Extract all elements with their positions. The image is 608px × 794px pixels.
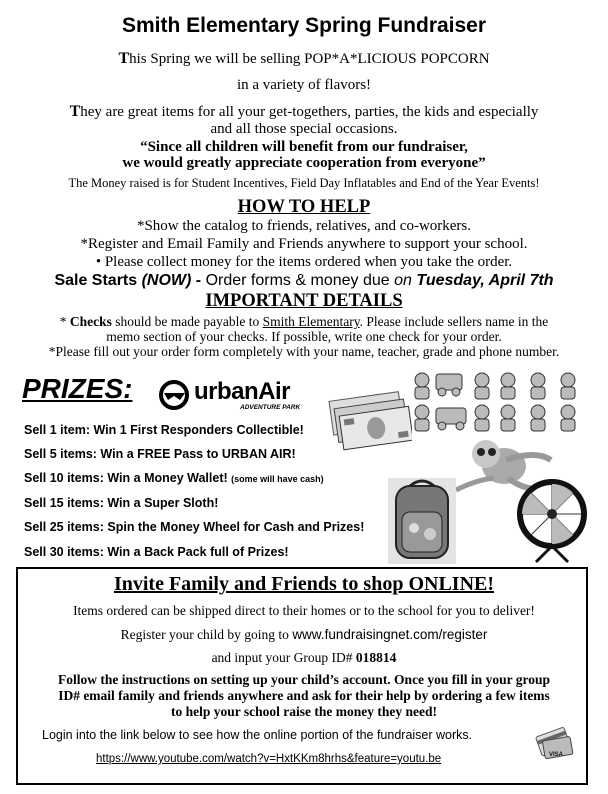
prizes-heading: PRIZES: [22,373,133,404]
page-title: Smith Elementary Spring Fundraiser [121,14,487,37]
prize-item: Sell 1 item: Win 1 First Responders Collectible! [24,423,304,437]
urban-air-logo [158,378,308,412]
register-link[interactable]: www.fundraisingnet.com/register [292,627,488,642]
quote-line-2: we would greatly appreciate cooperation from everyone” [122,155,486,171]
sale-line: Sale Starts (NOW) - Order forms & money due on Tuesday, April 7th [54,272,554,289]
prize-item: Sell 25 items: Spin the Money Wheel for Cash and Prizes! [24,520,365,534]
intro-line-2: in a variety of flavors! [236,77,372,93]
backpack-image [388,478,456,564]
collectibles-image [410,370,580,434]
urban-air-logo-icon [158,380,192,410]
important-heading: IMPORTANT DETAILS [205,291,403,311]
quote-line-1: “Since all children will benefit from our fundraiser, [140,139,468,155]
online-line-2: Register your child by going to www.fundraisingnet.com/register [120,627,488,642]
online-line-1: Items ordered can be shipped direct to their homes or to the school for you to deliver! [73,603,535,618]
prize-item: Sell 30 items: Win a Back Pack full of Prizes! [24,545,289,559]
intro-line-4: and all those special occasions. [210,121,398,137]
prize-item: Sell 5 items: Win a FREE Pass to URBAN AIR! [24,447,296,461]
online-line-3: and input your Group ID# 018814 [211,650,397,665]
urban-air-sub: ADVENTURE PARK [240,404,301,411]
instructions-line-2: ID# email family and friends anywhere and ask for their help by ordering a few items [58,688,550,703]
money-bills-image [326,388,412,452]
credit-card-icon [535,723,575,765]
help-item-1: *Show the catalog to friends, relatives, and co-workers. [136,218,472,234]
prize-item: Sell 15 items: Win a Super Sloth! [24,496,219,510]
help-item-2: *Register and Email Family and Friends anywhere to support your school. [80,236,528,252]
online-heading: Invite Family and Friends to shop ONLINE! [113,573,495,595]
login-line: Login into the link below to see how the online portion of the fundraiser works. [42,728,473,742]
money-wheel-image [512,476,592,564]
video-link[interactable]: https://www.youtube.com/watch?v=HxtKKm8hrhs&feature=youtu.be [96,753,442,765]
urban-air-brand: urbanAir [194,378,291,405]
intro-line-3: They are great items for all your get-togethers, parties, the kids and especially [69,103,539,120]
instructions-line-3: to help your school raise the money they need! [171,704,437,719]
bullet: • [95,254,102,270]
instructions-line-1: Follow the instructions on setting up your child’s account. Once you fill in your group [58,672,550,687]
intro-line-1: This Spring we will be selling POP*A*LICIOUS POPCORN [118,50,490,67]
how-to-help-heading: HOW TO HELP [237,197,371,217]
help-item-3: • Please collect money for the items ordered when you take the order. [95,254,513,270]
money-line: The Money raised is for Student Incentives, Field Day Inflatables and End of the Year Events! [68,176,540,190]
checks-line-2: memo section of your checks. If possible, write one check for your order. [106,329,502,344]
prize-item: Sell 10 items: Win a Money Wallet! (some will have cash) [24,471,324,485]
card-label: VISA [549,752,564,758]
group-id: 018814 [355,650,397,665]
checks-line-1: * Checks should be made payable to Smith Elementary. Please include sellers name in the [59,314,549,329]
fill-form-line: *Please fill out your order form completely with your name, teacher, grade and phone number. [48,344,560,359]
